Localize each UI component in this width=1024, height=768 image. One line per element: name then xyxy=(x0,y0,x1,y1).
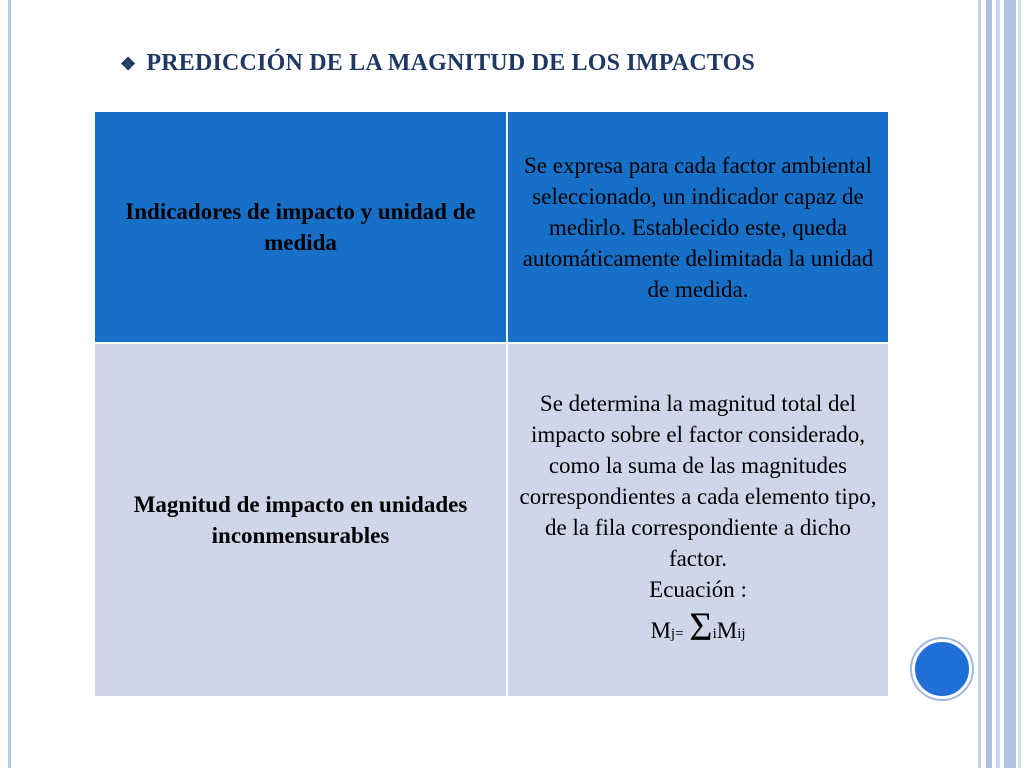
impact-table xyxy=(93,110,890,698)
frame-right-line xyxy=(986,0,992,768)
diamond-bullet-icon: ❖ xyxy=(120,54,137,74)
frame-right-line xyxy=(1004,0,1016,768)
frame-right-line xyxy=(978,0,981,768)
frame-right-line xyxy=(996,0,1000,768)
equation-lhs-sub: j= xyxy=(670,626,684,642)
slide-title-text: PREDICCIÓN DE LA MAGNITUD DE LOS IMPACTOS xyxy=(146,50,756,76)
equation-lhs: M xyxy=(650,618,671,643)
row-description: Se determina la magnitud total del impacto sobre el factor considerado, como la suma de las magnitudes correspondientes a cada elemento tipo, de la fila correspondiente a dicho factor. xyxy=(519,391,877,571)
frame-left-line xyxy=(8,0,11,768)
table-row xyxy=(94,343,889,697)
row-description-cell xyxy=(507,343,889,697)
equation xyxy=(518,604,878,652)
row-label: Magnitud de impacto en unidades inconmensurables xyxy=(94,343,507,697)
row-label: Indicadores de impacto y unidad de medida xyxy=(94,111,507,343)
equation-label: Ecuación : xyxy=(649,577,747,602)
equation-rhs: M xyxy=(716,618,738,643)
table-row xyxy=(94,111,889,343)
equation-rhs-sub: ij xyxy=(737,626,746,642)
row-description: Se expresa para cada factor ambiental seleccionado, un indicador capaz de medirlo. Establecido este, queda automáticamente delimitada la unidad de medida. xyxy=(507,111,889,343)
decorative-circle xyxy=(912,639,972,699)
slide-title xyxy=(120,50,900,77)
equation-sum-sub: i xyxy=(712,626,717,642)
sigma-symbol: Σ xyxy=(689,604,713,649)
frame-right-line xyxy=(1018,0,1021,768)
